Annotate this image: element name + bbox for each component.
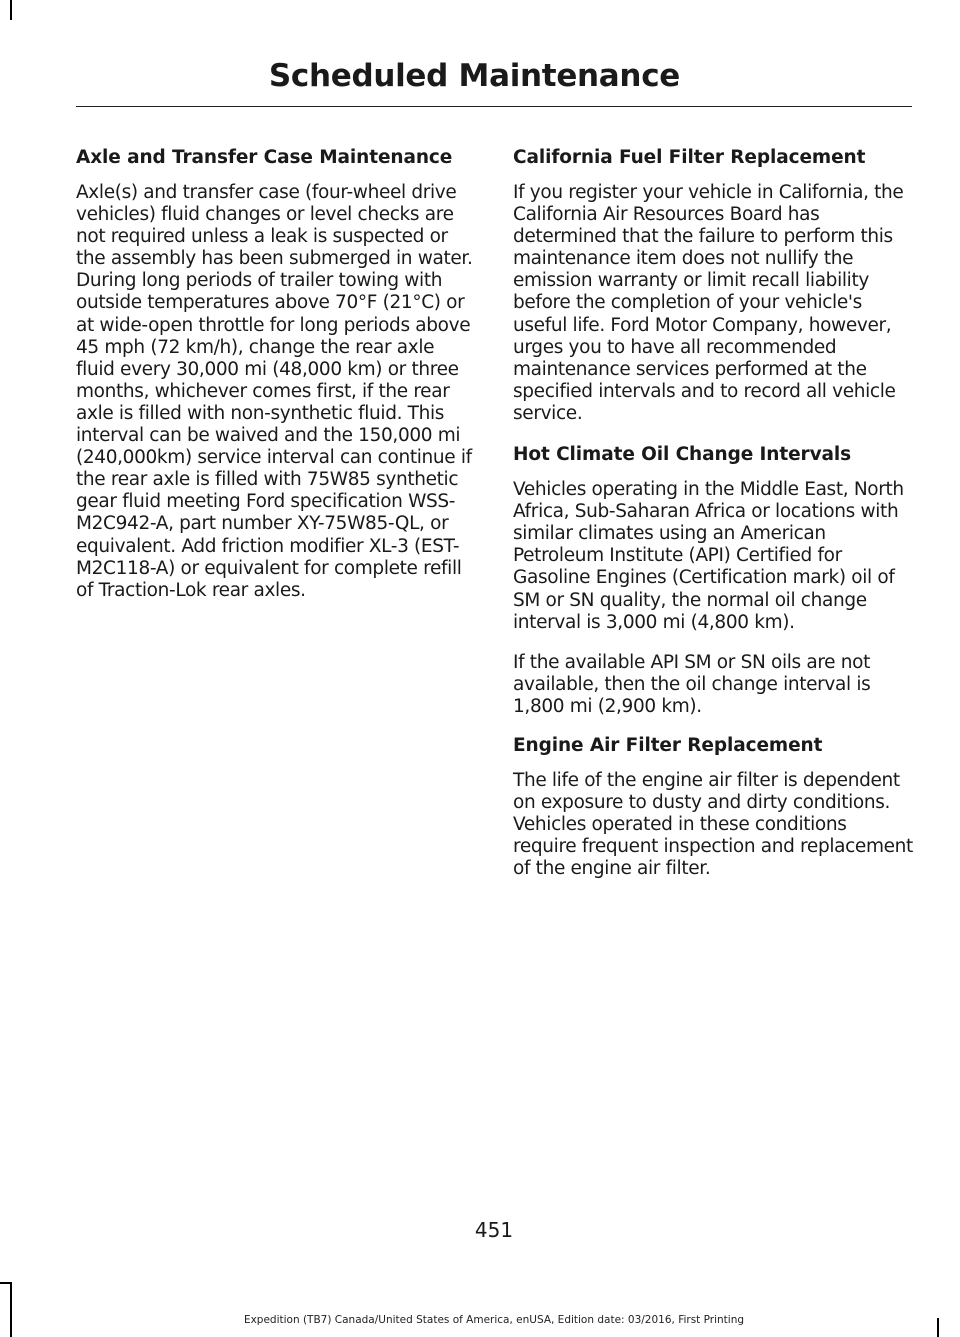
section-heading: Engine Air Filter Replacement: [513, 734, 823, 756]
section-heading: California Fuel Filter Replacement: [513, 147, 866, 168]
header-divider: [76, 106, 912, 107]
crop-mark-bottom-left: [10, 1282, 12, 1337]
left-column: [76, 146, 476, 618]
section-paragraph: The life of the engine air filter is dependent on exposure to dusty and dirty conditions. Vehicles operated in these conditions require frequent inspection and replacement of the engine air filter.: [513, 769, 913, 880]
crop-mark-top-left: [10, 0, 12, 20]
section-heading: Axle and Transfer Case Maintenance: [76, 147, 453, 168]
section-paragraph: If the available API SM or SN oils are not available, then the oil change interval is 1,800 mi (2,900 km).: [513, 651, 871, 717]
crop-mark-bottom-left: [0, 1282, 12, 1284]
section-hot-climate-oil: [513, 443, 913, 718]
section-paragraph: Axle(s) and transfer case (four-wheel drive vehicles) fluid changes or level checks are not required unless a leak is suspected or the assembly has been submerged in water. During long periods of trailer towing with outside temperatures above 70°F (21°C) or at wide-open throttle for long periods above 45 mph (72 km/h), change the rear axle fluid every 30,000 mi (48,000 km) or three months, whichever comes first, if the rear axle is filled with non-synthetic fluid. This interval can be waived and the 150,000 mi (240,000km) service interval can continue if the rear axle is filled with 75W85 synthetic gear fluid meeting Ford specification WSS-M2C942-A, part number XY-75W85-QL, or equivalent. Add friction modifier XL-3 (EST-M2C118-A) or equivalent for complete refill of Traction-Lok rear axles.: [76, 182, 473, 601]
section-axle-transfer-case: [76, 146, 476, 602]
section-paragraph: Vehicles operating in the Middle East, North Africa, Sub-Saharan Africa or locations with similar climates using an American Petroleum Institute (API) Certified for Gasoline Engines (Certification mark) oil of SM or SN quality, the normal oil change interval is 3,000 mi (4,800 km).: [513, 479, 904, 633]
section-engine-air-filter: [513, 734, 913, 880]
section-paragraph: If you register your vehicle in California, the California Air Resources Board has determined that the failure to perform this maintenance item does not nullify the emission warranty or limit recall liability before the completion of your vehicle's useful life. Ford Motor Company, however, urges you to have all recommended maintenance services performed at the specified intervals and to record all vehicle service.: [513, 182, 904, 424]
footer-edition-info: Expedition (TB7) Canada/United States of America, enUSA, Edition date: 03/2016, First Printing: [243, 1314, 745, 1326]
section-california-fuel-filter: [513, 146, 913, 425]
section-heading: Hot Climate Oil Change Intervals: [513, 444, 852, 466]
crop-mark-top-left: [10, 18, 12, 20]
page-number: 451: [474, 1218, 514, 1242]
page-title: Scheduled Maintenance: [268, 58, 680, 94]
right-column: [513, 146, 913, 898]
